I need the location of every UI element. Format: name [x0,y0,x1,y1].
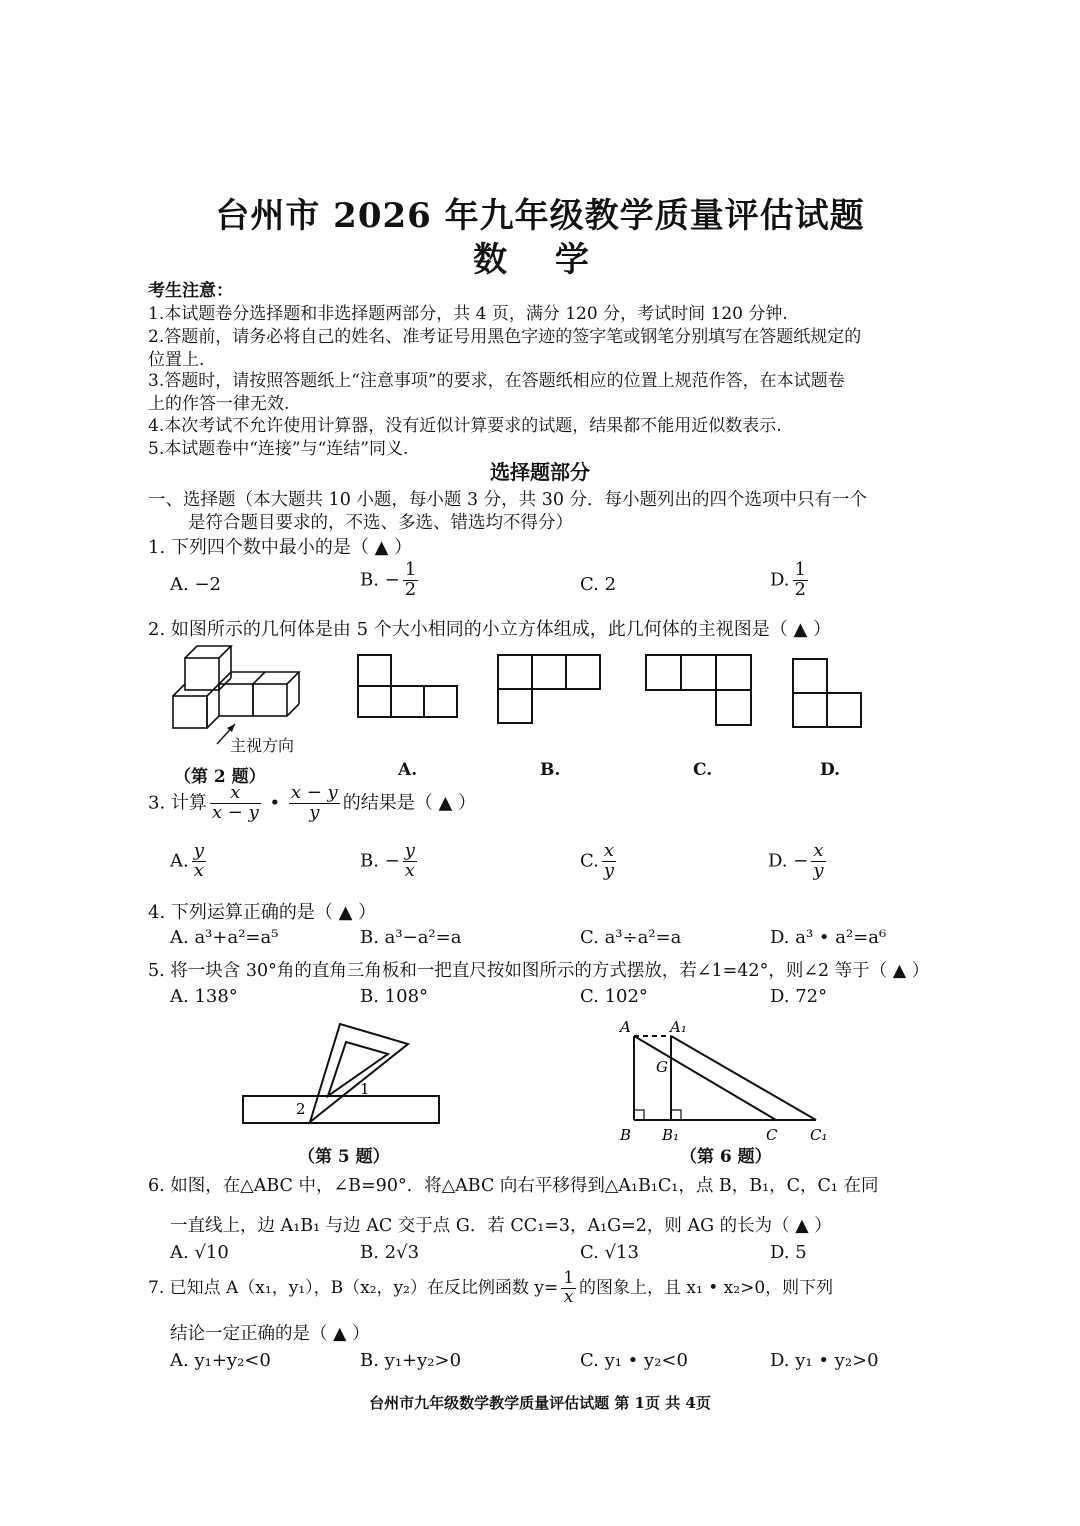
q3-option-c-label: C. [580,850,599,872]
q6-option-a: A. √10 [170,1242,229,1263]
q3-option-b-label: B. − [360,850,400,872]
q6-option-d: D. 5 [770,1242,807,1263]
q4-option-b: B. a³−a²=a [360,927,462,948]
dot-operator: • [269,792,281,814]
question-1-stem: 1. 下列四个数中最小的是（ ▲ ） [148,537,413,558]
denominator: x [404,859,415,881]
fraction [210,784,261,823]
question-7-line-2: 结论一定正确的是（ ▲ ） [170,1324,370,1344]
q7-option-b: B. y₁+y₂>0 [360,1350,462,1371]
q3-prefix: 3. 计算 [148,792,207,814]
fraction [192,842,206,881]
q5-option-c: C. 102° [580,986,648,1007]
angle-2-label: 2 [296,1100,306,1118]
figure-5-ruler-triangle [240,1018,450,1128]
q7-suffix: 的图象上，且 x₁ • x₂>0，则下列 [579,1277,834,1298]
numerator: 1 [563,1268,575,1288]
part-instructions-cont: 是符合题目要求的，不选、多选、错选均不得分） [188,513,573,533]
point-g-label: G [656,1058,668,1076]
q7-option-c: C. y₁ • y₂<0 [580,1350,688,1371]
q2-option-a-view [357,654,459,718]
notice-item: 2.答题前，请务必将自己的姓名、准考证号用黑色字迹的签字笔或钢笔分别填写在答题纸规定的 [148,327,862,347]
question-2-stem: 2. 如图所示的几何体是由 5 个大小相同的小立方体组成，此几何体的主视图是（ ▲ ） [148,619,832,640]
exam-title: 台州市 2026 年九年级教学质量评估试题 [215,196,865,236]
question-4-stem: 4. 下列运算正确的是（ ▲ ） [148,902,377,923]
q1-option-c: C. 2 [580,574,617,595]
q3-option-a-label: A. [170,850,189,872]
angle-1-label: 1 [360,1080,370,1098]
q1-option-b-label: B. − [360,569,400,591]
q6-option-b: B. 2√3 [360,1242,420,1263]
denominator: x [563,1286,574,1307]
q4-option-c: C. a³÷a²=a [580,927,682,948]
figure-2-caption: （第 2 题） [174,767,266,787]
point-c1-label: C₁ [810,1126,828,1144]
figure-6-triangles [616,1014,836,1146]
section-title: 选择题部分 [490,460,590,484]
view-direction-label: 主视方向 [230,736,295,755]
page-footer: 台州市九年级数学教学质量评估试题 第 1页 共 4页 [369,1394,711,1412]
notice-item: 位置上. [148,350,205,370]
numerator: y [404,840,415,861]
part-instructions: 一、选择题（本大题共 10 小题，每小题 3 分，共 30 分．每小题列出的四个选项中只有一个 [148,490,868,510]
numerator: x [811,842,825,862]
q7-prefix: 7. 已知点 A（x₁，y₁），B（x₂，y₂）在反比例函数 y= [148,1277,559,1298]
notice-item: 1.本试题卷分选择题和非选择题两部分，共 4 页，满分 120 分，考试时间 120 分钟. [148,304,788,324]
q2-option-d-view [792,658,864,728]
point-a-label: A [620,1018,631,1036]
q2-option-d-label: D. [820,760,841,780]
q7-option-d: D. y₁ • y₂>0 [770,1350,879,1371]
numerator: 1 [794,559,806,580]
fraction [561,1270,576,1307]
fraction [289,784,340,823]
q6-option-c: C. √13 [580,1242,639,1263]
numerator: 1 [404,559,417,580]
denominator: 2 [404,578,417,600]
q5-option-d: D. 72° [770,986,828,1007]
question-6-line-2: 一直线上，边 A₁B₁ 与边 AC 交于点 G．若 CC₁=3，A₁G=2，则 AG 的长为（ ▲ ） [170,1216,832,1236]
figure-5-caption: （第 5 题） [298,1147,390,1167]
q3-option-b [360,842,420,881]
point-b1-label: B₁ [662,1126,680,1144]
question-6-line-1: 6. 如图，在△ABC 中，∠B=90°．将△ABC 向右平移得到△A₁B₁C₁，点 B，B₁，C，C₁ 在同 [148,1176,879,1196]
q2-option-b-label: B. [540,760,561,780]
notice-item: 上的作答一律无效. [148,394,290,414]
point-b-label: B [620,1126,632,1144]
figure-6-caption: （第 6 题） [680,1147,772,1167]
notice-item: 3.答题时，请按照答题纸上“注意事项”的要求，在答题纸相应的位置上规范作答，在本试题卷 [148,371,845,391]
denominator: x − y [211,801,259,823]
q2-option-a-label: A. [398,760,418,780]
q5-option-a: A. 138° [170,986,238,1007]
numerator: y [193,840,204,861]
q5-option-b: B. 108° [360,986,429,1007]
q1-option-a: A. −2 [170,574,221,595]
notice-item: 4.本次考试不允许使用计算器，没有近似计算要求的试题，结果都不能用近似数表示. [148,416,782,436]
q2-option-c-label: C. [693,760,713,780]
q4-option-d: D. a³ • a²=a⁶ [770,927,887,948]
q3-option-a [170,842,209,881]
numerator: x [602,842,616,862]
q4-option-a: A. a³+a²=a⁵ [170,927,279,948]
question-5-stem: 5. 将一块含 30°角的直角三角板和一把直尺按如图所示的方式摆放，若∠1=42°，则∠2 等于（ ▲ ） [148,961,930,981]
question-7-line-1 [148,1270,833,1307]
q2-option-c-view [645,654,753,726]
question-3-stem [148,784,476,823]
q1-option-b [360,561,421,600]
q2-option-b-view [497,654,601,724]
denominator: y [813,859,824,881]
denominator: x [193,859,204,881]
q7-option-a: A. y₁+y₂<0 [170,1350,271,1371]
q3-option-d-label: D. − [768,850,809,872]
notice-heading: 考生注意： [148,281,233,301]
denominator: y [603,859,615,881]
denominator: 2 [794,578,806,600]
notice-item: 5.本试题卷中“连接”与“连结”同义. [148,439,409,459]
fraction [403,842,417,881]
q1-option-d-label: D. [770,569,790,591]
q3-option-c [580,842,619,881]
fraction [793,561,808,600]
q3-option-d [768,842,829,881]
cube-figure [165,640,305,735]
numerator: x [210,784,261,804]
point-a1-label: A₁ [670,1018,687,1036]
fraction [602,842,616,881]
fraction [403,561,418,600]
point-c-label: C [766,1126,778,1144]
fraction [811,842,825,881]
numerator: x − y [290,782,338,803]
subject-title: 数 学 [473,240,607,280]
q3-suffix: 的结果是（ ▲ ） [342,792,477,814]
q1-option-d [770,561,811,600]
denominator: y [309,801,320,823]
